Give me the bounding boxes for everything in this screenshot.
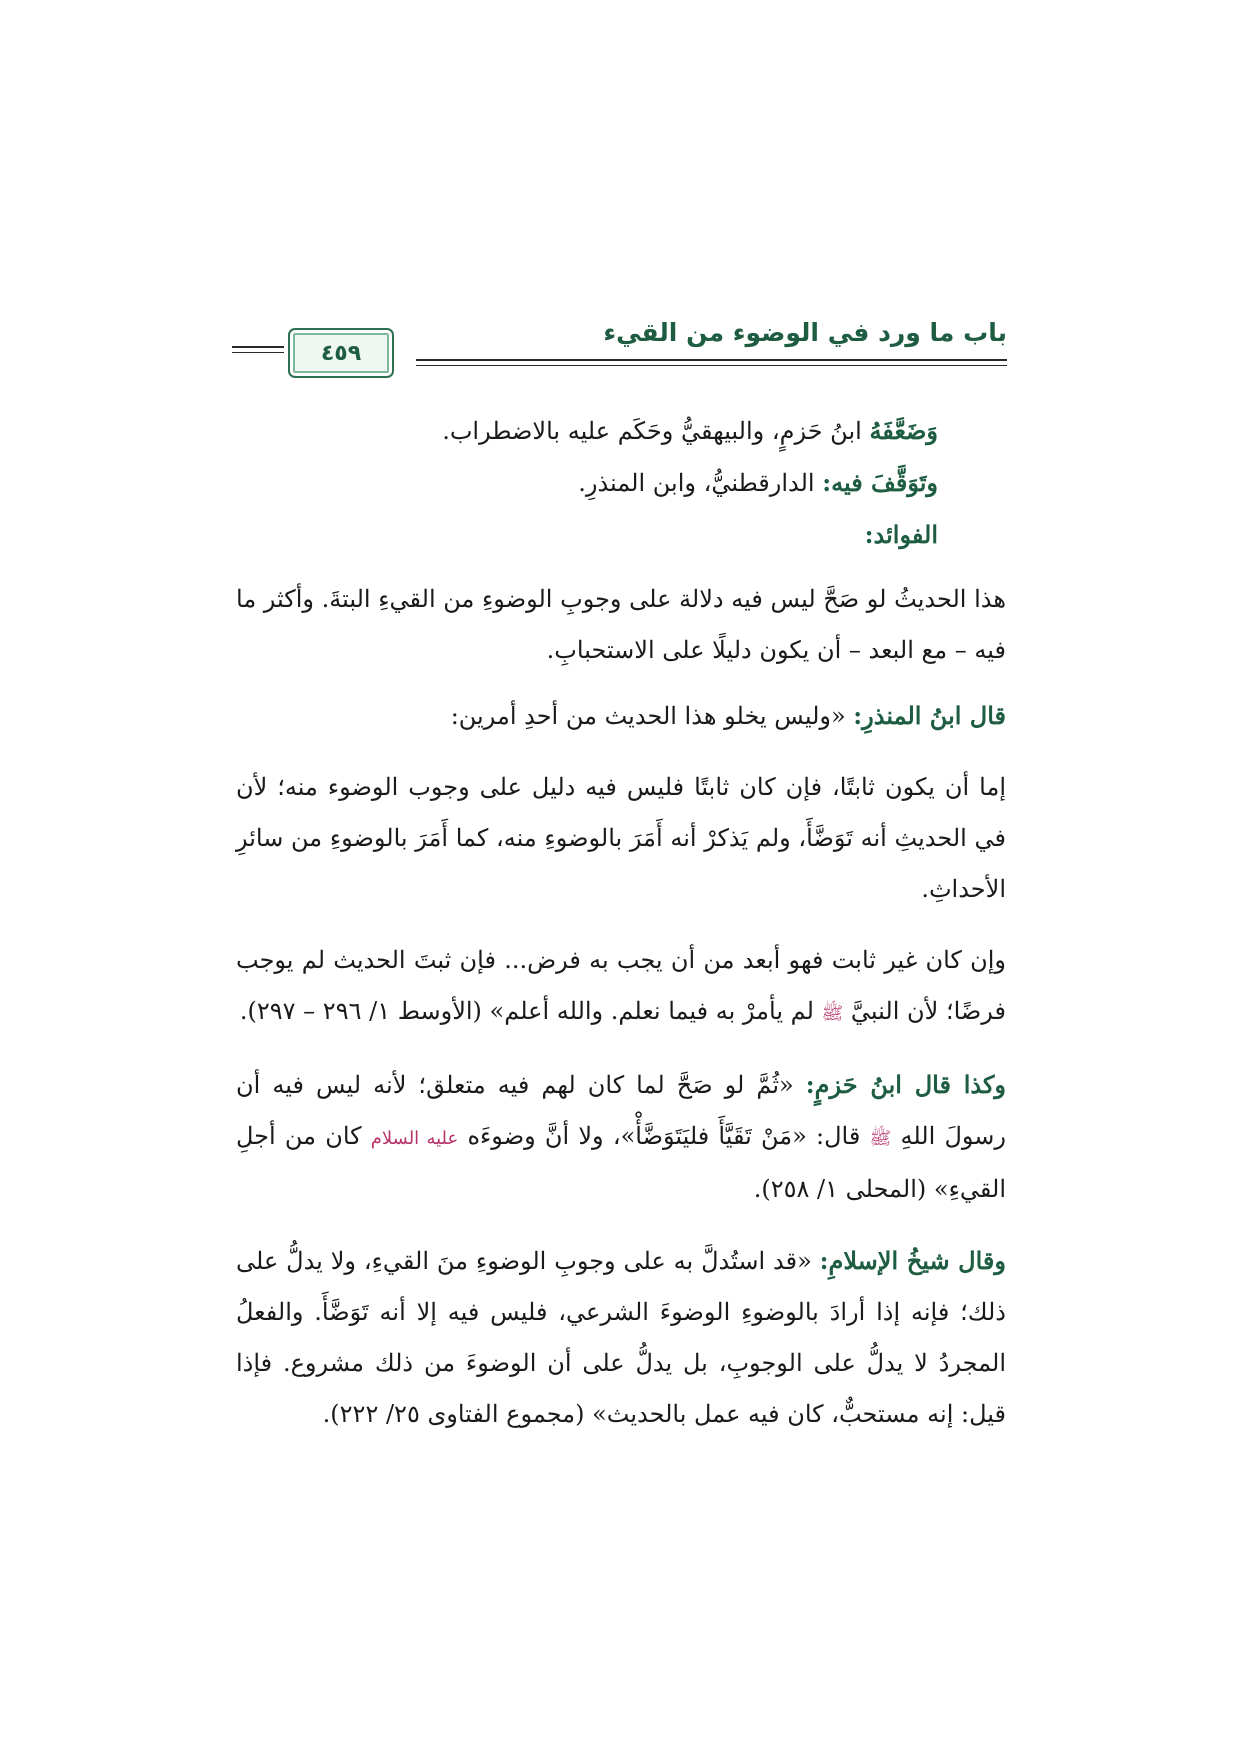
page-body [236,405,1006,1440]
quote-ibn-mundhir-intro [236,690,1006,742]
benediction-glyph: ﷺ [869,1128,892,1149]
paragraph-if-not-proven: وإن كان غير ثابت فهو أبعد من أن يجب به فرض... فإن ثبتَ الحديث لم يوجب فرضًا؛ لأن النبيَّ ﷺ لم يأمرْ به فيما نعلم. والله أعلم» (الأوسط ١/ ٢٩٦ – ٢٩٧). [236,946,1006,1025]
paragraph-if-proven: إما أن يكون ثابتًا، فإن كان ثابتًا فليس فيه دليل على وجوب الوضوء منه؛ لأن في الحديثِ أنه تَوَضَّأَ، ولم يَذكرْ أنه أَمَرَ بالوضوءِ منه، كما أَمَرَ بالوضوءِ من سائرِ الأحداثِ. [236,773,1006,903]
benefits-heading: الفوائد: [864,520,938,549]
benediction-glyph: عليه السلام [370,1128,459,1149]
paragraph-weakened [236,405,938,457]
header-rule-right-lower [416,365,1007,366]
label-weakened: وَضَعَّفَهُ [869,416,938,445]
label-ibn-hazm: وكذا قال ابنُ حَزمٍ: [805,1070,1006,1099]
chapter-title: باب ما ورد في الوضوء من القيء [603,318,1007,347]
text-ibn-mundhir: «وليس يخلو هذا الحديث من أحدِ أمرين: [450,702,854,730]
text-suspended: الدارقطنيُّ، وابن المنذرِ. [578,469,823,497]
page-number-badge [288,328,394,378]
page-header [232,318,1007,378]
quote-ibn-hazm: وكذا قال ابنُ حَزمٍ: «ثُمَّ لو صَحَّ لما كان لهم فيه متعلق؛ لأنه ليس فيه أن رسولَ اللهِ ﷺ قال: «مَنْ تَقَيَّأَ فليَتَوَضَّأْ»، ولا أنَّ وضوءَه عليه السلام كان من أجلِ القيءِ» (المحلى ١/ ٢٥٨). [236,1070,1006,1203]
label-shaykh-al-islam: وقال شيخُ الإسلامِ: [819,1246,1006,1275]
label-suspended: وتَوَقَّفَ فيه: [822,468,938,497]
paragraph-benefit-1: هذا الحديثُ لو صَحَّ ليس فيه دلالة على وجوبِ الوضوءِ من القيءِ البتةَ. وأكثر ما فيه – مع البعد – أن يكون دليلًا على الاستحبابِ. [236,585,1006,664]
paragraph-suspended [236,457,938,509]
text-weakened: ابنُ حَزمٍ، والبيهقيُّ وحَكَم عليه بالاضطراب. [442,417,870,445]
header-rule-left-lower [232,352,284,353]
label-ibn-mundhir: قال ابنُ المنذرِ: [853,701,1006,730]
quote-shaykh-al-islam: وقال شيخُ الإسلامِ: «قد استُدلَّ به على وجوبِ الوضوءِ منَ القيءِ، ولا يدلُّ على ذلك؛ فإنه إذا أرادَ بالوضوءِ الوضوءَ الشرعي، فليس فيه إلا أنه تَوَضَّأَ. والفعلُ المجردُ لا يدلُّ على الوجوبِ، بل يدلُّ على أن الوضوءَ من ذلك مشروع. فإذا قيل: إنه مستحبٌّ، كان فيه عمل بالحديث» (مجموع الفتاوى ٢٥/ ٢٢٢). [236,1246,1006,1428]
page-number: ٤٥٩ [320,340,362,366]
header-rule-left [232,346,284,348]
benediction-glyph: ﷺ [821,1003,844,1024]
header-rule-right [416,359,1007,361]
